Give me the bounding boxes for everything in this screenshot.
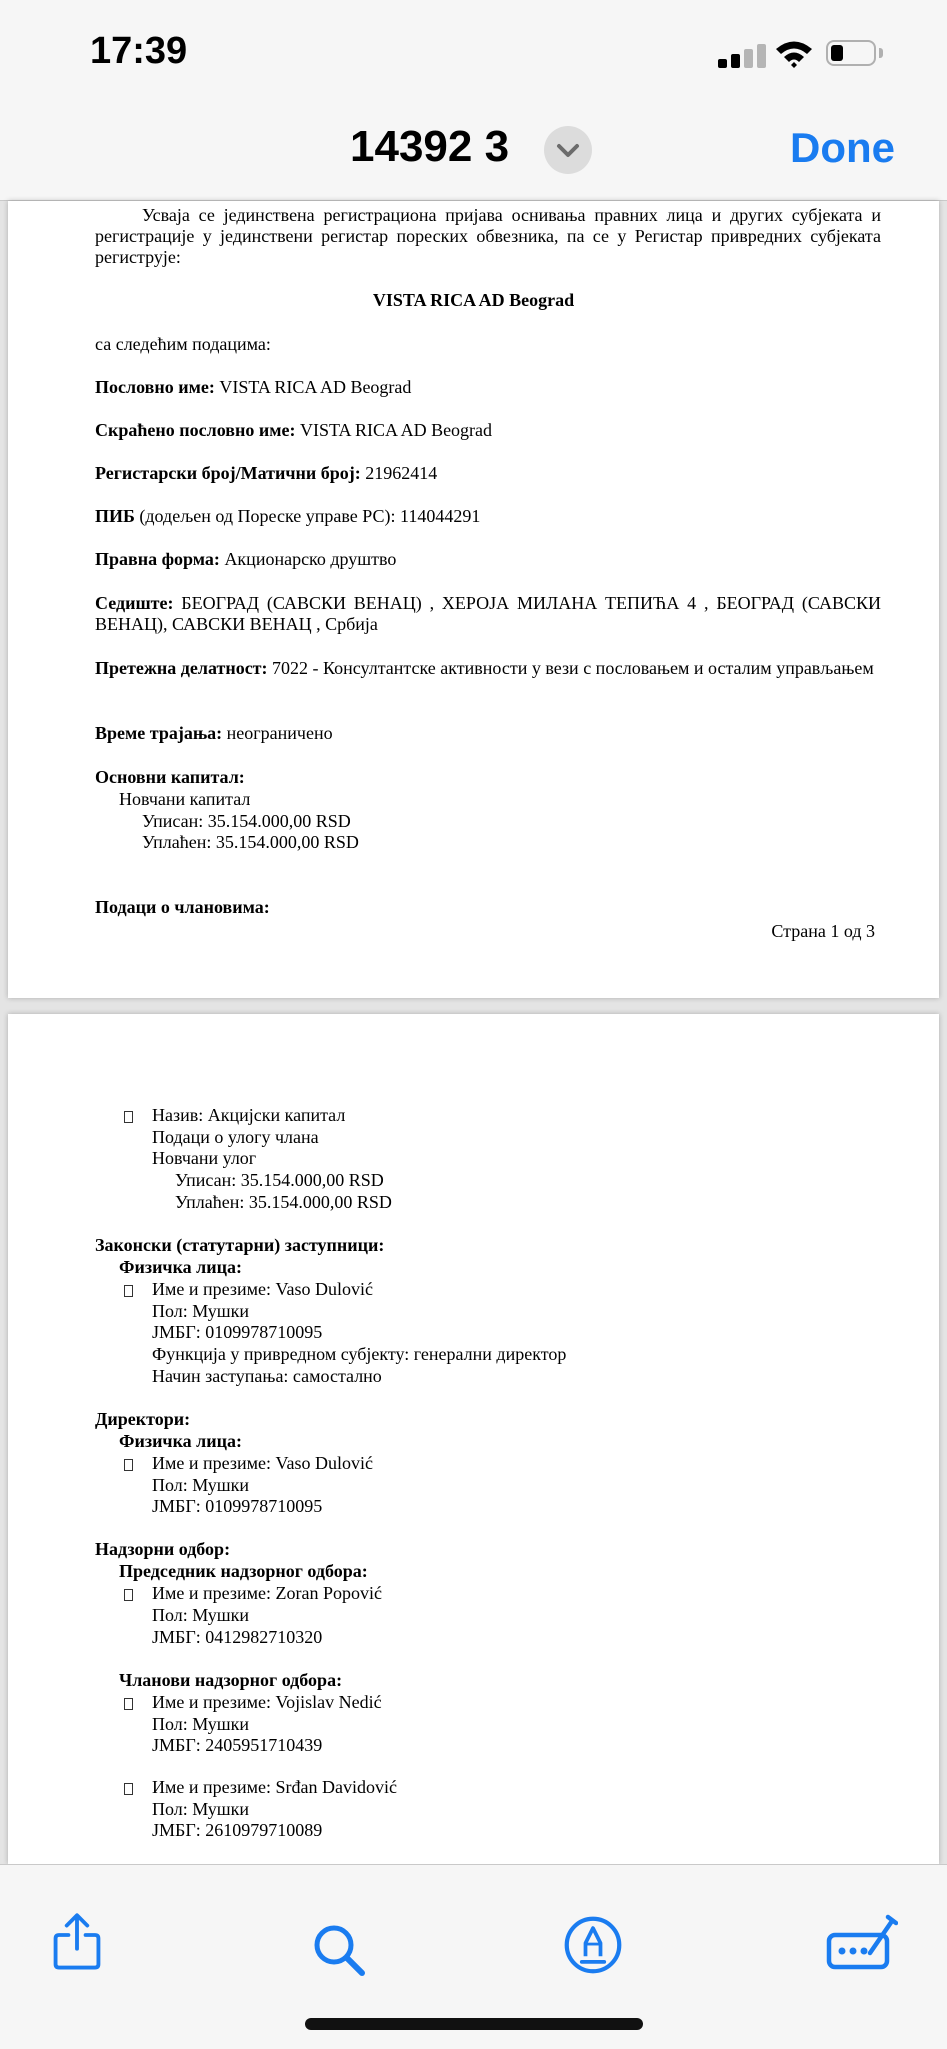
reg-number-row — [95, 463, 437, 484]
document-page-2 — [8, 1014, 939, 1864]
legal-form-label: Правна форма: — [95, 549, 220, 569]
seat-label: Седиште: — [95, 593, 174, 613]
capital-subscribed: Уписан: 35.154.000,00 RSD — [142, 811, 351, 831]
member2-name: Име и презиме: Srđan Davidović — [152, 1777, 397, 1797]
dir-jmbg: ЈМБГ: 0109978710095 — [152, 1496, 323, 1516]
bullet-icon — [124, 1698, 133, 1710]
duration-row — [95, 723, 333, 744]
title-menu-button[interactable] — [544, 126, 592, 174]
status-time: 17:39 — [90, 30, 188, 72]
short-name-row — [95, 420, 492, 441]
short-name-label: Скраћено пословно име: — [95, 420, 296, 440]
seat-value: БЕОГРАД (САВСКИ ВЕНАЦ) , ХЕРОЈА МИЛАНА ТЕПИЋА 4 , БЕОГРАД (САВСКИ ВЕНАЦ), САВСКИ ВЕНАЦ , Србија — [95, 593, 881, 634]
cash-capital: Новчани капитал — [119, 789, 251, 809]
battery-icon — [826, 40, 876, 66]
business-name-label: Пословно име: — [95, 377, 215, 397]
cash-contribution: Новчани улог — [152, 1148, 257, 1168]
duration-label: Време трајања: — [95, 723, 223, 743]
activity-label: Претежна делатност: — [95, 658, 268, 678]
chair-jmbg: ЈМБГ: 0412982710320 — [152, 1627, 323, 1647]
chair-name: Име и презиме: Zoran Popović — [152, 1583, 382, 1603]
rep-gender: Пол: Мушки — [152, 1301, 250, 1321]
chair-gender: Пол: Мушки — [152, 1605, 250, 1625]
dir-gender: Пол: Мушки — [152, 1475, 250, 1495]
chevron-down-icon — [544, 126, 592, 174]
bullet-icon — [124, 1285, 133, 1297]
activity-value: 7022 - Консултантске активности у вези с пословањем и осталим управљањем — [272, 658, 874, 678]
pib-label: ПИБ — [95, 506, 135, 526]
rep-name: Име и презиме: Vaso Dulović — [152, 1279, 373, 1299]
company-heading: VISTA RICA AD Beograd — [372, 290, 575, 310]
contribution-paid: Уплаћен: 35.154.000,00 RSD — [175, 1192, 392, 1212]
member2-gender: Пол: Мушки — [152, 1799, 250, 1819]
capital-paid: Уплаћен: 35.154.000,00 RSD — [142, 832, 359, 852]
bullet-icon — [124, 1783, 133, 1795]
contribution-subscribed: Уписан: 35.154.000,00 RSD — [175, 1170, 384, 1190]
member1-name: Име и презиме: Vojislav Nedić — [152, 1692, 382, 1712]
business-name-value: VISTA RICA AD Beograd — [219, 377, 412, 397]
document-title[interactable]: 14392 3 — [350, 122, 510, 171]
rep-jmbg: ЈМБГ: 0109978710095 — [152, 1322, 323, 1342]
board-members-label: Чланови надзорног одбора: — [119, 1670, 343, 1690]
business-name-row — [95, 377, 411, 398]
markup-icon[interactable] — [563, 1915, 623, 1975]
short-name-value: VISTA RICA AD Beograd — [299, 420, 493, 440]
bullet-icon — [124, 1111, 133, 1123]
legal-reps-label: Законски (статутарни) заступници: — [95, 1235, 385, 1255]
legal-form-value: Акционарско друштво — [224, 549, 397, 569]
capital-label: Основни капитал: — [95, 767, 245, 787]
bullet-icon — [124, 1459, 133, 1471]
board-label: Надзорни одбор: — [95, 1539, 231, 1559]
chair-label: Председник надзорног одбора: — [119, 1561, 368, 1581]
contribution-data: Подаци о улогу члана — [152, 1127, 319, 1147]
reg-number-label: Регистарски број/Матични број: — [95, 463, 361, 483]
document-page-1 — [8, 201, 939, 998]
rep-function: Функција у привредном субјекту: генерални директор — [152, 1344, 567, 1364]
bullet-icon — [124, 1589, 133, 1601]
member2-jmbg: ЈМБГ: 2610979710089 — [152, 1820, 323, 1840]
member1-jmbg: ЈМБГ: 2405951710439 — [152, 1735, 323, 1755]
member1-gender: Пол: Мушки — [152, 1714, 250, 1734]
with-data-line: са следећим подацима: — [95, 334, 271, 354]
rep-mode: Начин заступања: самостално — [152, 1366, 382, 1386]
navigation-bar — [0, 108, 947, 201]
activity-row — [95, 658, 881, 679]
intro-paragraph: Усваја се јединствена регистрациона пријава оснивања правних лица и других субјеката и регистрације у јединствени регистар пореских обвезника, па се у Регистар привредних субјеката региструје: — [95, 205, 881, 267]
pib-value: (додељен од Пореске управе РС): 114044291 — [139, 506, 481, 526]
pib-row — [95, 506, 480, 527]
directors-label: Директори: — [95, 1409, 191, 1429]
duration-value: неограничено — [226, 723, 333, 743]
battery-tip — [879, 48, 883, 58]
natural-persons-label: Физичка лица: — [119, 1257, 243, 1277]
status-bar — [0, 0, 947, 108]
dir-name: Име и презиме: Vaso Dulović — [152, 1453, 373, 1473]
legal-form-row — [95, 549, 396, 570]
done-button[interactable]: Done — [790, 124, 895, 171]
share-icon[interactable] — [47, 1911, 107, 1971]
members-label: Подаци о члановима: — [95, 897, 270, 917]
wifi-icon — [774, 38, 814, 70]
search-icon[interactable] — [310, 1921, 370, 1981]
page-number: Страна 1 од 3 — [771, 921, 875, 941]
share-name: Назив: Акцијски капитал — [152, 1105, 346, 1125]
dir-natural-label: Физичка лица: — [119, 1431, 243, 1451]
seat-row — [95, 593, 881, 635]
cellular-signal-icon — [718, 44, 768, 68]
annotate-icon[interactable] — [826, 1913, 898, 1977]
home-indicator[interactable] — [305, 2018, 643, 2030]
reg-number-value: 21962414 — [365, 463, 438, 483]
